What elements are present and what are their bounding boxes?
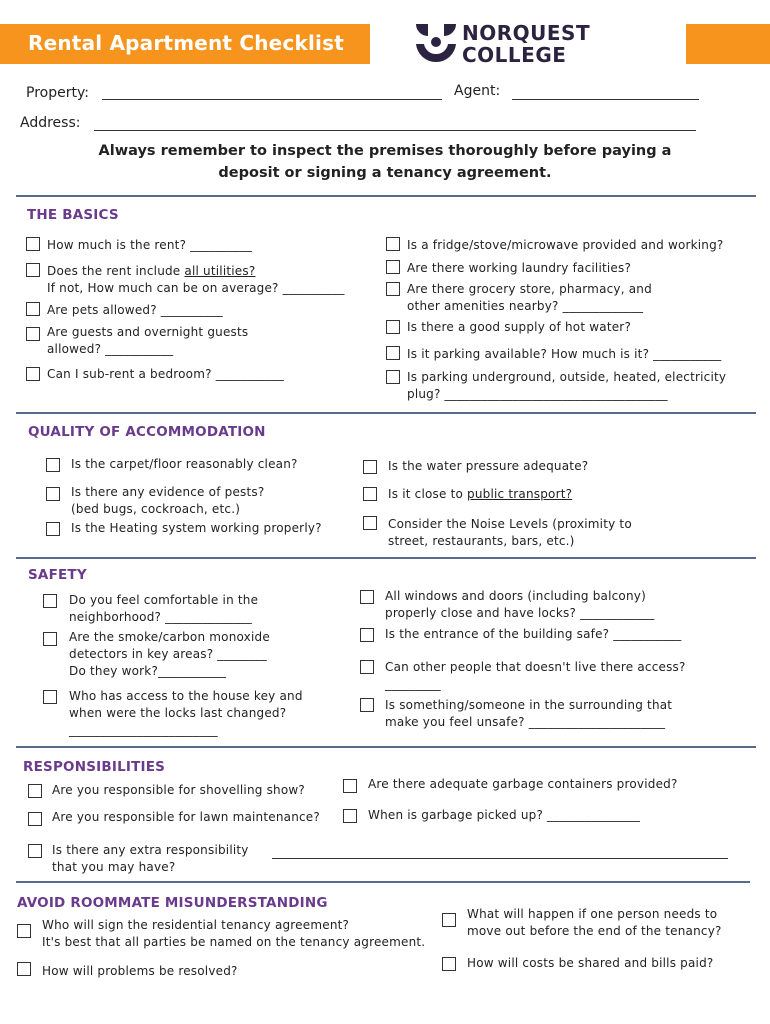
item-line: allowed? ___________ xyxy=(47,342,174,356)
safety-right-checkbox-2[interactable] xyxy=(360,628,374,642)
roommate-right-checkbox-1[interactable] xyxy=(442,913,456,927)
basics-right-checkbox-1[interactable] xyxy=(386,237,400,251)
section-title-roommate: AVOID ROOMMATE MISUNDERSTANDING xyxy=(17,895,328,911)
quality-right-checkbox-3[interactable] xyxy=(363,516,377,530)
section-divider xyxy=(16,557,756,559)
item-line: Are the smoke/carbon monoxide xyxy=(69,630,270,644)
roommate-right-item-2 xyxy=(467,955,713,972)
safety-right-checkbox-3[interactable] xyxy=(360,660,374,674)
responsibilities-left-item-2 xyxy=(52,809,320,826)
item-line: Is the carpet/floor reasonably clean? xyxy=(71,457,298,471)
basics-right-item-2 xyxy=(407,260,631,277)
roommate-left-item-2 xyxy=(42,963,238,980)
extra-responsibility-line[interactable] xyxy=(272,858,728,859)
item-line: It's best that all parties be named on the tenancy agreement. xyxy=(42,935,426,949)
item-line: plug? ____________________________________ xyxy=(407,387,668,401)
item-line: other amenities nearby? _____________ xyxy=(407,299,644,313)
basics-left-item-3 xyxy=(47,302,223,319)
inspection-warning: Always remember to inspect the premises thoroughly before paying a deposit or signing a tenancy agreement. xyxy=(98,143,672,181)
item-line: Is there any evidence of pests? xyxy=(71,485,265,499)
section-title-safety: SAFETY xyxy=(28,567,87,583)
responsibilities-right-item-1 xyxy=(368,776,678,793)
basics-left-checkbox-2[interactable] xyxy=(26,263,40,277)
page-title: Rental Apartment Checklist xyxy=(28,31,344,55)
responsibilities-right-checkbox-2[interactable] xyxy=(343,809,357,823)
item-line: Is there a good supply of hot water? xyxy=(407,320,632,334)
quality-left-item-2 xyxy=(71,484,264,518)
basics-left-checkbox-1[interactable] xyxy=(26,237,40,251)
item-line: Is parking underground, outside, heated, electricity xyxy=(407,370,727,384)
safety-right-item-4 xyxy=(385,697,672,731)
basics-right-item-4 xyxy=(407,319,631,336)
basics-left-item-2 xyxy=(47,263,345,297)
safety-right-item-3 xyxy=(385,659,686,693)
safety-left-checkbox-2[interactable] xyxy=(43,632,57,646)
roommate-left-checkbox-1[interactable] xyxy=(17,924,31,938)
item-line: What will happen if one person needs to xyxy=(467,907,718,921)
responsibilities-left-checkbox-2[interactable] xyxy=(28,812,42,826)
item-line: Are there grocery store, pharmacy, and xyxy=(407,282,652,296)
logo-text-line1: NORQUEST xyxy=(462,21,591,45)
item-line: Are guests and overnight guests xyxy=(47,325,249,339)
item-line: Is the water pressure adequate? xyxy=(388,459,589,473)
norquest-logo xyxy=(414,22,458,64)
basics-left-checkbox-5[interactable] xyxy=(26,367,40,381)
safety-right-checkbox-4[interactable] xyxy=(360,698,374,712)
item-line: (bed bugs, cockroach, etc.) xyxy=(71,502,241,516)
basics-right-item-1 xyxy=(407,237,724,254)
property-label: Property: xyxy=(26,85,89,101)
item-line: Does the rent include all utilities? xyxy=(47,264,256,278)
responsibilities-right-item-2 xyxy=(368,807,640,824)
roommate-left-item-1 xyxy=(42,917,425,951)
safety-left-item-3 xyxy=(69,688,303,739)
item-line: How will costs be shared and bills paid? xyxy=(467,956,714,970)
item-line: Are you responsible for lawn maintenance? xyxy=(52,810,320,824)
agent-input-line[interactable] xyxy=(512,99,699,100)
roommate-right-item-1 xyxy=(467,906,722,940)
basics-left-item-4 xyxy=(47,324,248,358)
item-line: Are there adequate garbage containers provided? xyxy=(368,777,678,791)
item-line: Who has access to the house key and xyxy=(69,689,303,703)
quality-right-item-2 xyxy=(388,486,572,503)
item-line: when were the locks last changed? xyxy=(69,706,287,720)
basics-right-checkbox-4[interactable] xyxy=(386,320,400,334)
item-line: When is garbage picked up? _______________ xyxy=(368,808,641,822)
quality-left-checkbox-3[interactable] xyxy=(46,522,60,536)
item-line: Who will sign the residential tenancy agreement? xyxy=(42,918,350,932)
item-line: neighborhood? ______________ xyxy=(69,610,252,624)
safety-left-item-2 xyxy=(69,629,270,680)
item-line: How will problems be resolved? xyxy=(42,964,238,978)
quality-left-checkbox-2[interactable] xyxy=(46,487,60,501)
roommate-right-checkbox-2[interactable] xyxy=(442,957,456,971)
section-title-quality: QUALITY OF ACCOMMODATION xyxy=(28,424,266,440)
item-line: Consider the Noise Levels (proximity to xyxy=(388,517,632,531)
basics-right-checkbox-2[interactable] xyxy=(386,260,400,274)
item-line: Can other people that doesn't live there access? xyxy=(385,660,686,674)
address-input-line[interactable] xyxy=(94,130,696,131)
quality-left-item-1 xyxy=(71,456,298,473)
property-input-line[interactable] xyxy=(102,99,442,100)
agent-label: Agent: xyxy=(454,83,501,99)
responsibilities-left-item-3 xyxy=(52,842,249,876)
basics-right-item-6 xyxy=(407,369,726,403)
item-line: Is the Heating system working properly? xyxy=(71,521,322,535)
responsibilities-left-item-1 xyxy=(52,782,305,799)
basics-left-checkbox-3[interactable] xyxy=(26,302,40,316)
basics-left-checkbox-4[interactable] xyxy=(26,327,40,341)
section-divider xyxy=(16,881,750,883)
section-divider xyxy=(16,412,756,414)
header-banner-accent xyxy=(686,24,770,64)
basics-right-item-5 xyxy=(407,346,721,363)
item-line: ________________________ xyxy=(69,723,218,737)
norquest-logo-icon xyxy=(414,22,458,64)
item-line: Is there any extra responsibility xyxy=(52,843,249,857)
quality-right-checkbox-1[interactable] xyxy=(363,460,377,474)
quality-left-item-3 xyxy=(71,520,322,537)
safety-left-checkbox-3[interactable] xyxy=(43,690,57,704)
quality-right-item-3 xyxy=(388,516,632,550)
logo-text-line2: COLLEGE xyxy=(462,43,567,67)
section-title-basics: THE BASICS xyxy=(27,207,119,223)
item-line: If not, How much can be on average? __________ xyxy=(47,281,345,295)
responsibilities-left-checkbox-3[interactable] xyxy=(28,844,42,858)
item-line: Is something/someone in the surrounding that xyxy=(385,698,673,712)
item-line: Is the entrance of the building safe? ___________ xyxy=(385,627,682,641)
section-divider xyxy=(16,746,756,748)
basics-left-item-1 xyxy=(47,237,252,254)
responsibilities-right-checkbox-1[interactable] xyxy=(343,779,357,793)
basics-right-checkbox-3[interactable] xyxy=(386,282,400,296)
safety-right-item-1 xyxy=(385,588,654,622)
item-line: detectors in key areas? ________ xyxy=(69,647,267,661)
item-line: Is it parking available? How much is it? ___________ xyxy=(407,347,722,361)
quality-right-item-1 xyxy=(388,458,588,475)
item-line: All windows and doors (including balcony) xyxy=(385,589,646,603)
item-line: move out before the end of the tenancy? xyxy=(467,924,722,938)
item-line: Are pets allowed? __________ xyxy=(47,303,223,317)
item-line: Is it close to public transport? xyxy=(388,487,573,501)
safety-right-item-2 xyxy=(385,626,681,643)
item-line: How much is the rent? __________ xyxy=(47,238,253,252)
quality-left-checkbox-1[interactable] xyxy=(46,458,60,472)
basics-right-item-3 xyxy=(407,281,652,315)
section-divider xyxy=(16,195,756,197)
safety-left-item-1 xyxy=(69,592,258,626)
safety-right-checkbox-1[interactable] xyxy=(360,590,374,604)
basics-right-checkbox-5[interactable] xyxy=(386,346,400,360)
item-line: _________ xyxy=(385,677,441,691)
section-title-responsibilities: RESPONSIBILITIES xyxy=(23,759,166,775)
item-line: make you feel unsafe? ______________________ xyxy=(385,715,666,729)
address-label: Address: xyxy=(20,115,81,131)
basics-right-checkbox-6[interactable] xyxy=(386,370,400,384)
item-line: Can I sub-rent a bedroom? ___________ xyxy=(47,367,284,381)
quality-right-checkbox-2[interactable] xyxy=(363,487,377,501)
item-line: Do they work?___________ xyxy=(69,664,227,678)
item-line: that you may have? xyxy=(52,860,176,874)
item-line: Do you feel comfortable in the xyxy=(69,593,259,607)
roommate-left-checkbox-2[interactable] xyxy=(17,962,31,976)
item-line: properly close and have locks? ____________ xyxy=(385,606,655,620)
item-line: Is a fridge/stove/microwave provided and working? xyxy=(407,238,724,252)
item-line: Are you responsible for shovelling show? xyxy=(52,783,305,797)
item-line: Are there working laundry facilities? xyxy=(407,261,632,275)
basics-left-item-5 xyxy=(47,366,284,383)
item-line: street, restaurants, bars, etc.) xyxy=(388,534,575,548)
safety-left-checkbox-1[interactable] xyxy=(43,594,57,608)
responsibilities-left-checkbox-1[interactable] xyxy=(28,784,42,798)
